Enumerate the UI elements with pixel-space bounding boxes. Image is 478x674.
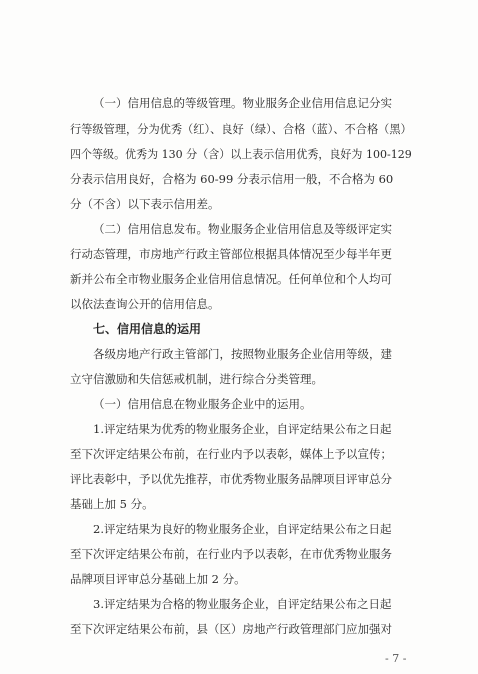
line-text: 各级房地产行政主管部门，按照物业服务企业信用等级，建: [93, 347, 392, 361]
line-text: （一）信用信息在物业服务企业中的运用。: [93, 397, 312, 411]
line-text: 以依法查询公开的信用信息。: [70, 297, 220, 311]
page-number: - 7 -: [385, 652, 407, 665]
line-text: 行动态管理，市房地产行政主管部位根据具体情况至少每半年更: [70, 247, 392, 261]
line-text: 分表示信用良好，合格为 60-99 分表示信用一般，不合格为 60: [70, 172, 394, 186]
line-text: 行等级管理，分为优秀（红）、良好（绿）、合格（蓝）、不合格（黑）: [70, 122, 412, 136]
line-text: 1.评定结果为优秀的物业服务企业，自评定结果公布之日起: [93, 422, 392, 436]
line-text: 四个等级。优秀为 130 分（含）以上表示信用优秀，良好为 100-129: [70, 147, 412, 161]
line-text: 2.评定结果为良好的物业服务企业，自评定结果公布之日起: [93, 522, 392, 536]
line-text: 3.评定结果为合格的物业服务企业，自评定结果公布之日起: [93, 597, 392, 611]
line-text: 新并公布全市物业服务企业信用信息情况。任何单位和个人均可: [70, 272, 392, 286]
line-text: 品牌项目评审总分基础上加 2 分。: [70, 572, 246, 586]
line-text: 立守信激励和失信惩戒机制，进行综合分类管理。: [70, 372, 323, 386]
line-text: 至下次评定结果公布前，在行业内予以表彰，媒体上予以宣传；: [70, 447, 392, 461]
line-text: 基础上加 5 分。: [70, 497, 154, 511]
line-text: 至下次评定结果公布前，县（区）房地产行政管理部门应加强对: [70, 622, 392, 636]
line-text: 评比表彰中，予以优先推荐，市优秀物业服务品牌项目评审总分: [70, 472, 392, 486]
line-text: 分（不含）以下表示信用差。: [70, 197, 220, 211]
section-heading-text: 七、信用信息的运用: [93, 322, 202, 336]
line-text: 至下次评定结果公布前，在行业内予以表彰，在市优秀物业服务: [70, 547, 392, 561]
line-text: （二）信用信息发布。物业服务企业信用信息及等级评定实: [93, 222, 392, 236]
line-text: （一）信用信息的等级管理。物业服务企业信用信息记分实: [93, 96, 392, 110]
